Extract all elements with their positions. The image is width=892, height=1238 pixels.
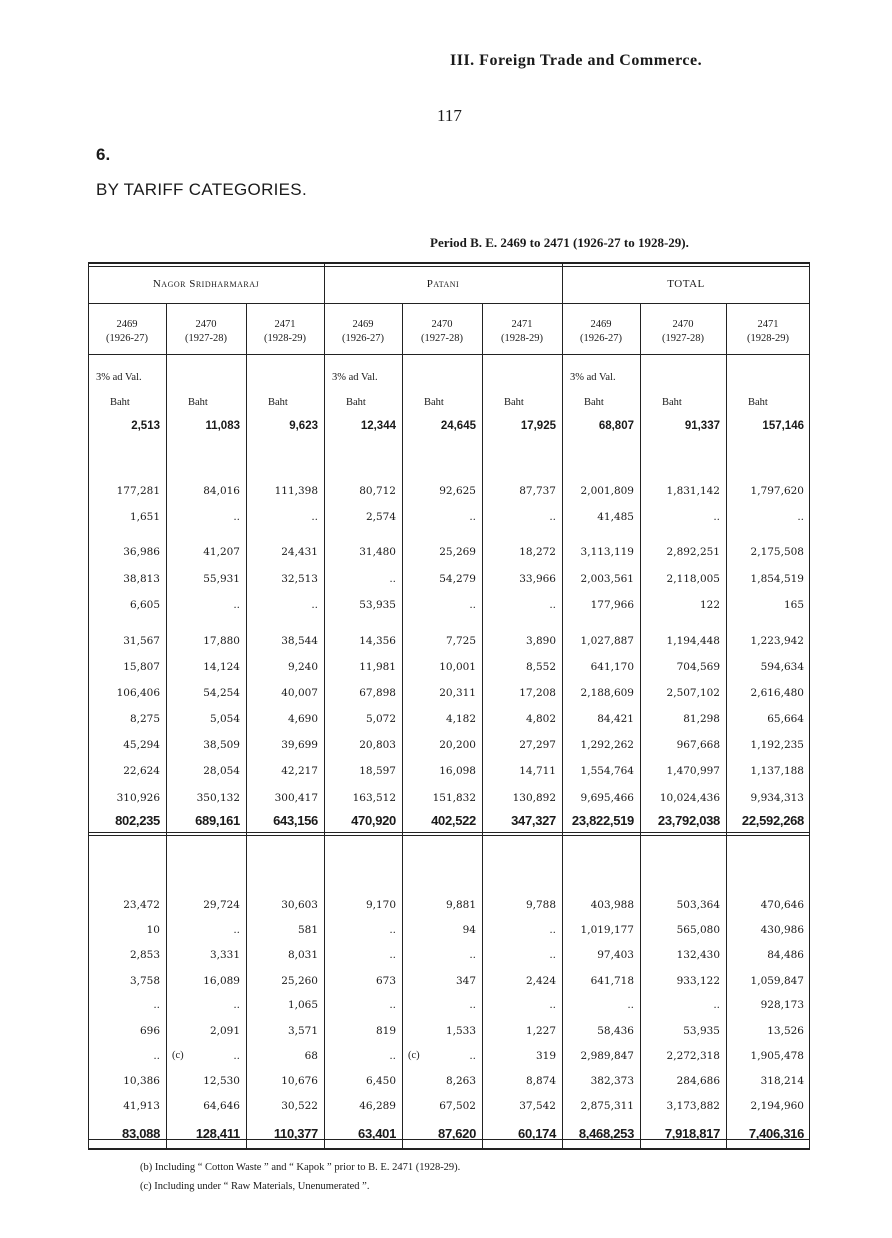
year-ce: (1926-27) (342, 333, 384, 344)
section2-cell: 1,065 (287, 999, 318, 1011)
section2-cell: .. (233, 924, 240, 936)
year-header (562, 318, 640, 346)
section1-total: 689,161 (195, 813, 240, 828)
section1-cell: 1,797,620 (750, 485, 804, 497)
section2-cell: 3,571 (287, 1025, 318, 1037)
section2-cell: 430,986 (760, 924, 804, 936)
section1-cell: 1,554,764 (580, 765, 634, 777)
section1-cell: 2,001,809 (580, 485, 634, 497)
section2-cell: .. (233, 999, 240, 1011)
section2-cell: 84,486 (767, 949, 804, 961)
section2-cell: 2,194,960 (750, 1100, 804, 1112)
year-ce: (1926-27) (580, 333, 622, 344)
section1-cell: 163,512 (352, 792, 396, 804)
section2-cell: 12,530 (203, 1075, 240, 1087)
section2-cell: 403,988 (590, 899, 634, 911)
section1-cell: 33,966 (519, 573, 556, 585)
section1-cell: .. (389, 573, 396, 585)
group-divider-1 (562, 262, 563, 1150)
section1-cell: .. (549, 511, 556, 523)
section1-cell: 65,664 (767, 713, 804, 725)
section2-cell: 1,227 (525, 1025, 556, 1037)
section1-cell: 310,926 (116, 792, 160, 804)
section2-cell: 53,935 (683, 1025, 720, 1037)
section1-cell: 67,898 (359, 687, 396, 699)
section1-cell: 92,625 (439, 485, 476, 497)
rate-value: 24,645 (440, 420, 476, 432)
section1-cell: 38,509 (203, 739, 240, 751)
section1-cell: 122 (699, 599, 720, 611)
section1-cell: .. (713, 511, 720, 523)
section1-cell: 1,854,519 (750, 573, 804, 585)
table-right-rule (809, 262, 810, 1150)
section1-cell: 32,513 (281, 573, 318, 585)
section1-cell: 14,711 (519, 765, 556, 777)
footnote-b: (b) Including “ Cotton Waste ” and “ Kapok ” prior to B. E. 2471 (1928-29). (140, 1162, 461, 1173)
year-ce: (1928-29) (264, 333, 306, 344)
year-header (726, 318, 810, 346)
period-caption: Period B. E. 2469 to 2471 (1926-27 to 1928-29). (430, 235, 689, 250)
section2-cell: 10,676 (281, 1075, 318, 1087)
section1-cell: 87,737 (519, 485, 556, 497)
section1-cell: 8,275 (129, 713, 160, 725)
section1-cell: 54,279 (439, 573, 476, 585)
section2-total: 7,918,817 (664, 1126, 720, 1141)
section2-cell: 318,214 (760, 1075, 804, 1087)
section1-cell: 130,892 (512, 792, 556, 804)
section1-cell: 84,421 (597, 713, 634, 725)
section1-cell: 7,725 (445, 635, 476, 647)
section2-total: 128,411 (195, 1126, 240, 1141)
section2-cell: 8,263 (445, 1075, 476, 1087)
year-header (402, 318, 482, 346)
section2-cell: 581 (297, 924, 318, 936)
section2-cell: .. (389, 924, 396, 936)
section1-cell: .. (469, 511, 476, 523)
rate-value: 91,337 (684, 420, 720, 432)
section2-cell: 2,424 (525, 975, 556, 987)
rate-label: 3% ad Val. (570, 372, 616, 383)
section1-cell: 55,931 (203, 573, 240, 585)
section1-cell: 1,831,142 (666, 485, 720, 497)
unit-label: Baht (584, 397, 604, 408)
unit-label: Baht (424, 397, 444, 408)
section2-cell: 503,364 (676, 899, 720, 911)
unit-label: Baht (662, 397, 682, 408)
section2-cell: 30,603 (281, 899, 318, 911)
rate-value: 17,925 (520, 420, 556, 432)
section1-cell: 2,616,480 (750, 687, 804, 699)
section2-cell: 928,173 (760, 999, 804, 1011)
group-header-rule (88, 303, 810, 304)
year-header (482, 318, 562, 346)
section2-cell: 6,450 (365, 1075, 396, 1087)
section2-cell: 284,686 (676, 1075, 720, 1087)
section1-cell: 53,935 (359, 599, 396, 611)
section1-cell: 20,200 (439, 739, 476, 751)
section1-cell: 22,624 (123, 765, 160, 777)
note-marker-c: (c) (408, 1050, 420, 1061)
column-divider-1 (246, 303, 247, 1150)
section2-cell: 819 (375, 1025, 396, 1037)
section1-cell: 45,294 (123, 739, 160, 751)
section1-total-rule-top (88, 832, 810, 833)
section2-cell: .. (153, 999, 160, 1011)
section1-cell: 1,292,262 (580, 739, 634, 751)
section2-cell: 23,472 (123, 899, 160, 911)
rate-value: 12,344 (360, 420, 396, 432)
section1-cell: 1,137,188 (750, 765, 804, 777)
section2-cell: 382,373 (590, 1075, 634, 1087)
section2-cell: 9,170 (365, 899, 396, 911)
tariff-table (88, 262, 810, 1150)
section1-total: 402,522 (431, 813, 476, 828)
section2-cell: 25,260 (281, 975, 318, 987)
rate-label: 3% ad Val. (96, 372, 142, 383)
table-top-rule-thin (88, 266, 810, 267)
rate-value: 68,807 (598, 420, 634, 432)
year-be: 2469 (590, 319, 612, 330)
section1-cell: 4,802 (525, 713, 556, 725)
section1-cell: .. (469, 599, 476, 611)
section1-cell: 18,272 (519, 546, 556, 558)
section2-cell: .. (153, 1050, 160, 1062)
section2-cell: .. (469, 999, 476, 1011)
section2-cell: 641,718 (590, 975, 634, 987)
section1-cell: 17,880 (203, 635, 240, 647)
group-patani: Patani (426, 278, 460, 290)
section2-cell: .. (389, 1050, 396, 1062)
section1-cell: 151,832 (432, 792, 476, 804)
rate-value: 2,513 (131, 420, 160, 432)
table-subtitle: BY TARIFF CATEGORIES. (96, 180, 307, 199)
section2-cell: 2,853 (129, 949, 160, 961)
section2-cell: 10,386 (123, 1075, 160, 1087)
section1-total: 470,920 (351, 813, 396, 828)
year-header (640, 318, 726, 346)
section1-cell: 1,192,235 (750, 739, 804, 751)
section2-cell: 94 (462, 924, 476, 936)
section1-cell: .. (797, 511, 804, 523)
section2-cell: 696 (139, 1025, 160, 1037)
section2-cell: 3,331 (209, 949, 240, 961)
section1-total: 22,592,268 (741, 813, 804, 828)
section2-cell: .. (233, 1050, 240, 1062)
page-number: 117 (437, 106, 462, 125)
rate-value: 157,146 (762, 420, 804, 432)
group-divider-0 (324, 262, 325, 1150)
section1-total: 347,327 (511, 813, 556, 828)
section1-cell: 80,712 (359, 485, 396, 497)
year-be: 2469 (352, 319, 374, 330)
section1-cell: 41,485 (597, 511, 634, 523)
section2-cell: 58,436 (597, 1025, 634, 1037)
section1-cell: 350,132 (196, 792, 240, 804)
section1-cell: .. (311, 511, 318, 523)
section2-cell: .. (469, 1050, 476, 1062)
year-ce: (1927-28) (662, 333, 704, 344)
section1-cell: 27,297 (519, 739, 556, 751)
year-header (88, 318, 166, 346)
section1-cell: 3,890 (525, 635, 556, 647)
section1-cell: 39,699 (281, 739, 318, 751)
section2-cell: .. (389, 999, 396, 1011)
section1-cell: 967,668 (676, 739, 720, 751)
section2-cell: .. (549, 999, 556, 1011)
section1-cell: 38,813 (123, 573, 160, 585)
section1-cell: 2,507,102 (666, 687, 720, 699)
section2-cell: 29,724 (203, 899, 240, 911)
section2-cell: 8,874 (525, 1075, 556, 1087)
table-left-rule (88, 262, 89, 1150)
section2-cell: 319 (535, 1050, 556, 1062)
section1-cell: 10,024,436 (659, 792, 720, 804)
section1-cell: 20,803 (359, 739, 396, 751)
section1-cell: 2,175,508 (750, 546, 804, 558)
section1-cell: 2,118,005 (666, 573, 720, 585)
section2-cell: 46,289 (359, 1100, 396, 1112)
section2-cell: 67,502 (439, 1100, 476, 1112)
unit-label: Baht (110, 397, 130, 408)
section2-total: 7,406,316 (748, 1126, 804, 1141)
rate-value: 11,083 (205, 420, 240, 432)
section2-cell: 1,533 (445, 1025, 476, 1037)
unit-label: Baht (268, 397, 288, 408)
section1-cell: 594,634 (760, 661, 804, 673)
section1-cell: 38,544 (281, 635, 318, 647)
section1-cell: 111,398 (274, 485, 318, 497)
section2-cell: 2,272,318 (666, 1050, 720, 1062)
section1-cell: 1,223,942 (750, 635, 804, 647)
section1-cell: 17,208 (519, 687, 556, 699)
section2-cell: 3,173,882 (666, 1100, 720, 1112)
year-ce: (1926-27) (106, 333, 148, 344)
section2-cell: 1,059,847 (750, 975, 804, 987)
group-nagor-sridharmaraj: Nagor Sridharmaraj (152, 278, 260, 290)
section1-cell: .. (233, 511, 240, 523)
section-title: III. Foreign Trade and Commerce. (450, 52, 703, 69)
section1-cell: 4,182 (445, 713, 476, 725)
section2-cell: 2,875,311 (580, 1100, 634, 1112)
section2-cell: 933,122 (676, 975, 720, 987)
year-be: 2471 (511, 319, 533, 330)
section1-cell: 16,098 (439, 765, 476, 777)
section2-cell: .. (549, 924, 556, 936)
year-ce: (1927-28) (185, 333, 227, 344)
section1-cell: 177,966 (590, 599, 634, 611)
section2-cell: 673 (375, 975, 396, 987)
table-top-rule (88, 262, 810, 264)
year-be: 2470 (672, 319, 694, 330)
section1-cell: 14,356 (359, 635, 396, 647)
section1-cell: 41,207 (203, 546, 240, 558)
year-be: 2471 (274, 319, 296, 330)
section1-cell: 31,567 (123, 635, 160, 647)
section1-total-rule-top-2 (88, 835, 810, 836)
unit-label: Baht (748, 397, 768, 408)
section1-cell: 11,981 (359, 661, 396, 673)
section2-cell: 2,989,847 (580, 1050, 634, 1062)
section1-cell: 641,170 (590, 661, 634, 673)
section2-total: 63,401 (358, 1126, 396, 1141)
section1-cell: 42,217 (281, 765, 318, 777)
section1-cell: 2,892,251 (666, 546, 720, 558)
section2-cell: .. (713, 999, 720, 1011)
section2-cell: 30,522 (281, 1100, 318, 1112)
year-header (246, 318, 324, 346)
section2-cell: 68 (304, 1050, 318, 1062)
section1-cell: 9,695,466 (580, 792, 634, 804)
section2-cell: .. (627, 999, 634, 1011)
unit-label: Baht (346, 397, 366, 408)
section1-cell: 4,690 (287, 713, 318, 725)
section2-cell: 41,913 (123, 1100, 160, 1112)
section2-cell: 2,091 (209, 1025, 240, 1037)
column-divider-3 (482, 303, 483, 1150)
section2-cell: 8,031 (287, 949, 318, 961)
section2-total: 60,174 (518, 1126, 556, 1141)
footnote-c: (c) Including under “ Raw Materials, Unenumerated ”. (140, 1181, 370, 1192)
year-ce: (1928-29) (747, 333, 789, 344)
section1-total: 23,822,519 (571, 813, 634, 828)
section1-cell: 1,470,997 (666, 765, 720, 777)
section1-cell: 1,194,448 (666, 635, 720, 647)
section1-cell: 5,072 (365, 713, 396, 725)
section1-cell: 9,934,313 (750, 792, 804, 804)
section2-cell: 565,080 (676, 924, 720, 936)
section2-cell: .. (549, 949, 556, 961)
section1-cell: 54,254 (203, 687, 240, 699)
section1-cell: .. (233, 599, 240, 611)
year-ce: (1928-29) (501, 333, 543, 344)
section1-cell: 31,480 (359, 546, 396, 558)
year-be: 2471 (757, 319, 779, 330)
section1-cell: 18,597 (359, 765, 396, 777)
column-divider-0 (166, 303, 167, 1150)
section1-cell: 3,113,119 (580, 546, 634, 558)
section1-cell: 1,651 (129, 511, 160, 523)
section2-total: 110,377 (273, 1126, 318, 1141)
column-divider-4 (640, 303, 641, 1150)
section1-cell: 14,124 (203, 661, 240, 673)
section1-cell: 20,311 (439, 687, 476, 699)
section2-cell: 1,905,478 (750, 1050, 804, 1062)
section2-total: 87,620 (438, 1126, 476, 1141)
year-header-rule (88, 354, 810, 355)
section1-cell: 84,016 (203, 485, 240, 497)
section1-cell: .. (549, 599, 556, 611)
section2-cell: 132,430 (676, 949, 720, 961)
note-marker-c: (c) (172, 1050, 184, 1061)
section1-cell: 704,569 (676, 661, 720, 673)
section2-cell: .. (389, 949, 396, 961)
section2-cell: 9,788 (525, 899, 556, 911)
section2-cell: 64,646 (203, 1100, 240, 1112)
section1-cell: 8,552 (525, 661, 556, 673)
section2-cell: 470,646 (760, 899, 804, 911)
section1-cell: 25,269 (439, 546, 476, 558)
section1-cell: 36,986 (123, 546, 160, 558)
section1-cell: 106,406 (116, 687, 160, 699)
section1-cell: 1,027,887 (580, 635, 634, 647)
section1-total: 802,235 (115, 813, 160, 828)
section1-cell: 5,054 (209, 713, 240, 725)
column-divider-5 (726, 303, 727, 1150)
year-header (324, 318, 402, 346)
rate-value: 9,623 (289, 420, 318, 432)
section2-cell: .. (469, 949, 476, 961)
section1-cell: 165 (783, 599, 804, 611)
unit-label: Baht (188, 397, 208, 408)
section1-cell: 2,188,609 (580, 687, 634, 699)
year-be: 2470 (431, 319, 453, 330)
section1-cell: 81,298 (683, 713, 720, 725)
section1-cell: 10,001 (439, 661, 476, 673)
year-be: 2470 (195, 319, 217, 330)
section1-cell: 177,281 (116, 485, 160, 497)
table-bottom-rule (88, 1148, 810, 1150)
section2-cell: 97,403 (597, 949, 634, 961)
section1-cell: 15,807 (123, 661, 160, 673)
section2-total: 8,468,253 (578, 1126, 634, 1141)
section2-cell: 347 (455, 975, 476, 987)
rate-label: 3% ad Val. (332, 372, 378, 383)
section1-total: 23,792,038 (657, 813, 720, 828)
section2-cell: 13,526 (767, 1025, 804, 1037)
year-ce: (1927-28) (421, 333, 463, 344)
section1-cell: .. (311, 599, 318, 611)
section2-total: 83,088 (122, 1126, 160, 1141)
year-be: 2469 (116, 319, 138, 330)
column-divider-2 (402, 303, 403, 1150)
section2-cell: 16,089 (203, 975, 240, 987)
unit-label: Baht (504, 397, 524, 408)
section1-cell: 2,574 (365, 511, 396, 523)
section2-cell: 10 (146, 924, 160, 936)
section2-cell: 9,881 (445, 899, 476, 911)
section2-cell: 1,019,177 (580, 924, 634, 936)
section1-cell: 28,054 (203, 765, 240, 777)
section1-cell: 40,007 (281, 687, 318, 699)
section2-cell: 37,542 (519, 1100, 556, 1112)
group-total: TOTAL (667, 278, 705, 290)
table-number: 6. (96, 145, 111, 164)
section2-cell: 3,758 (129, 975, 160, 987)
section1-cell: 9,240 (287, 661, 318, 673)
section1-cell: 300,417 (274, 792, 318, 804)
year-header (166, 318, 246, 346)
section1-cell: 24,431 (281, 546, 318, 558)
section1-cell: 2,003,561 (580, 573, 634, 585)
section1-cell: 6,605 (129, 599, 160, 611)
section1-total: 643,156 (273, 813, 318, 828)
